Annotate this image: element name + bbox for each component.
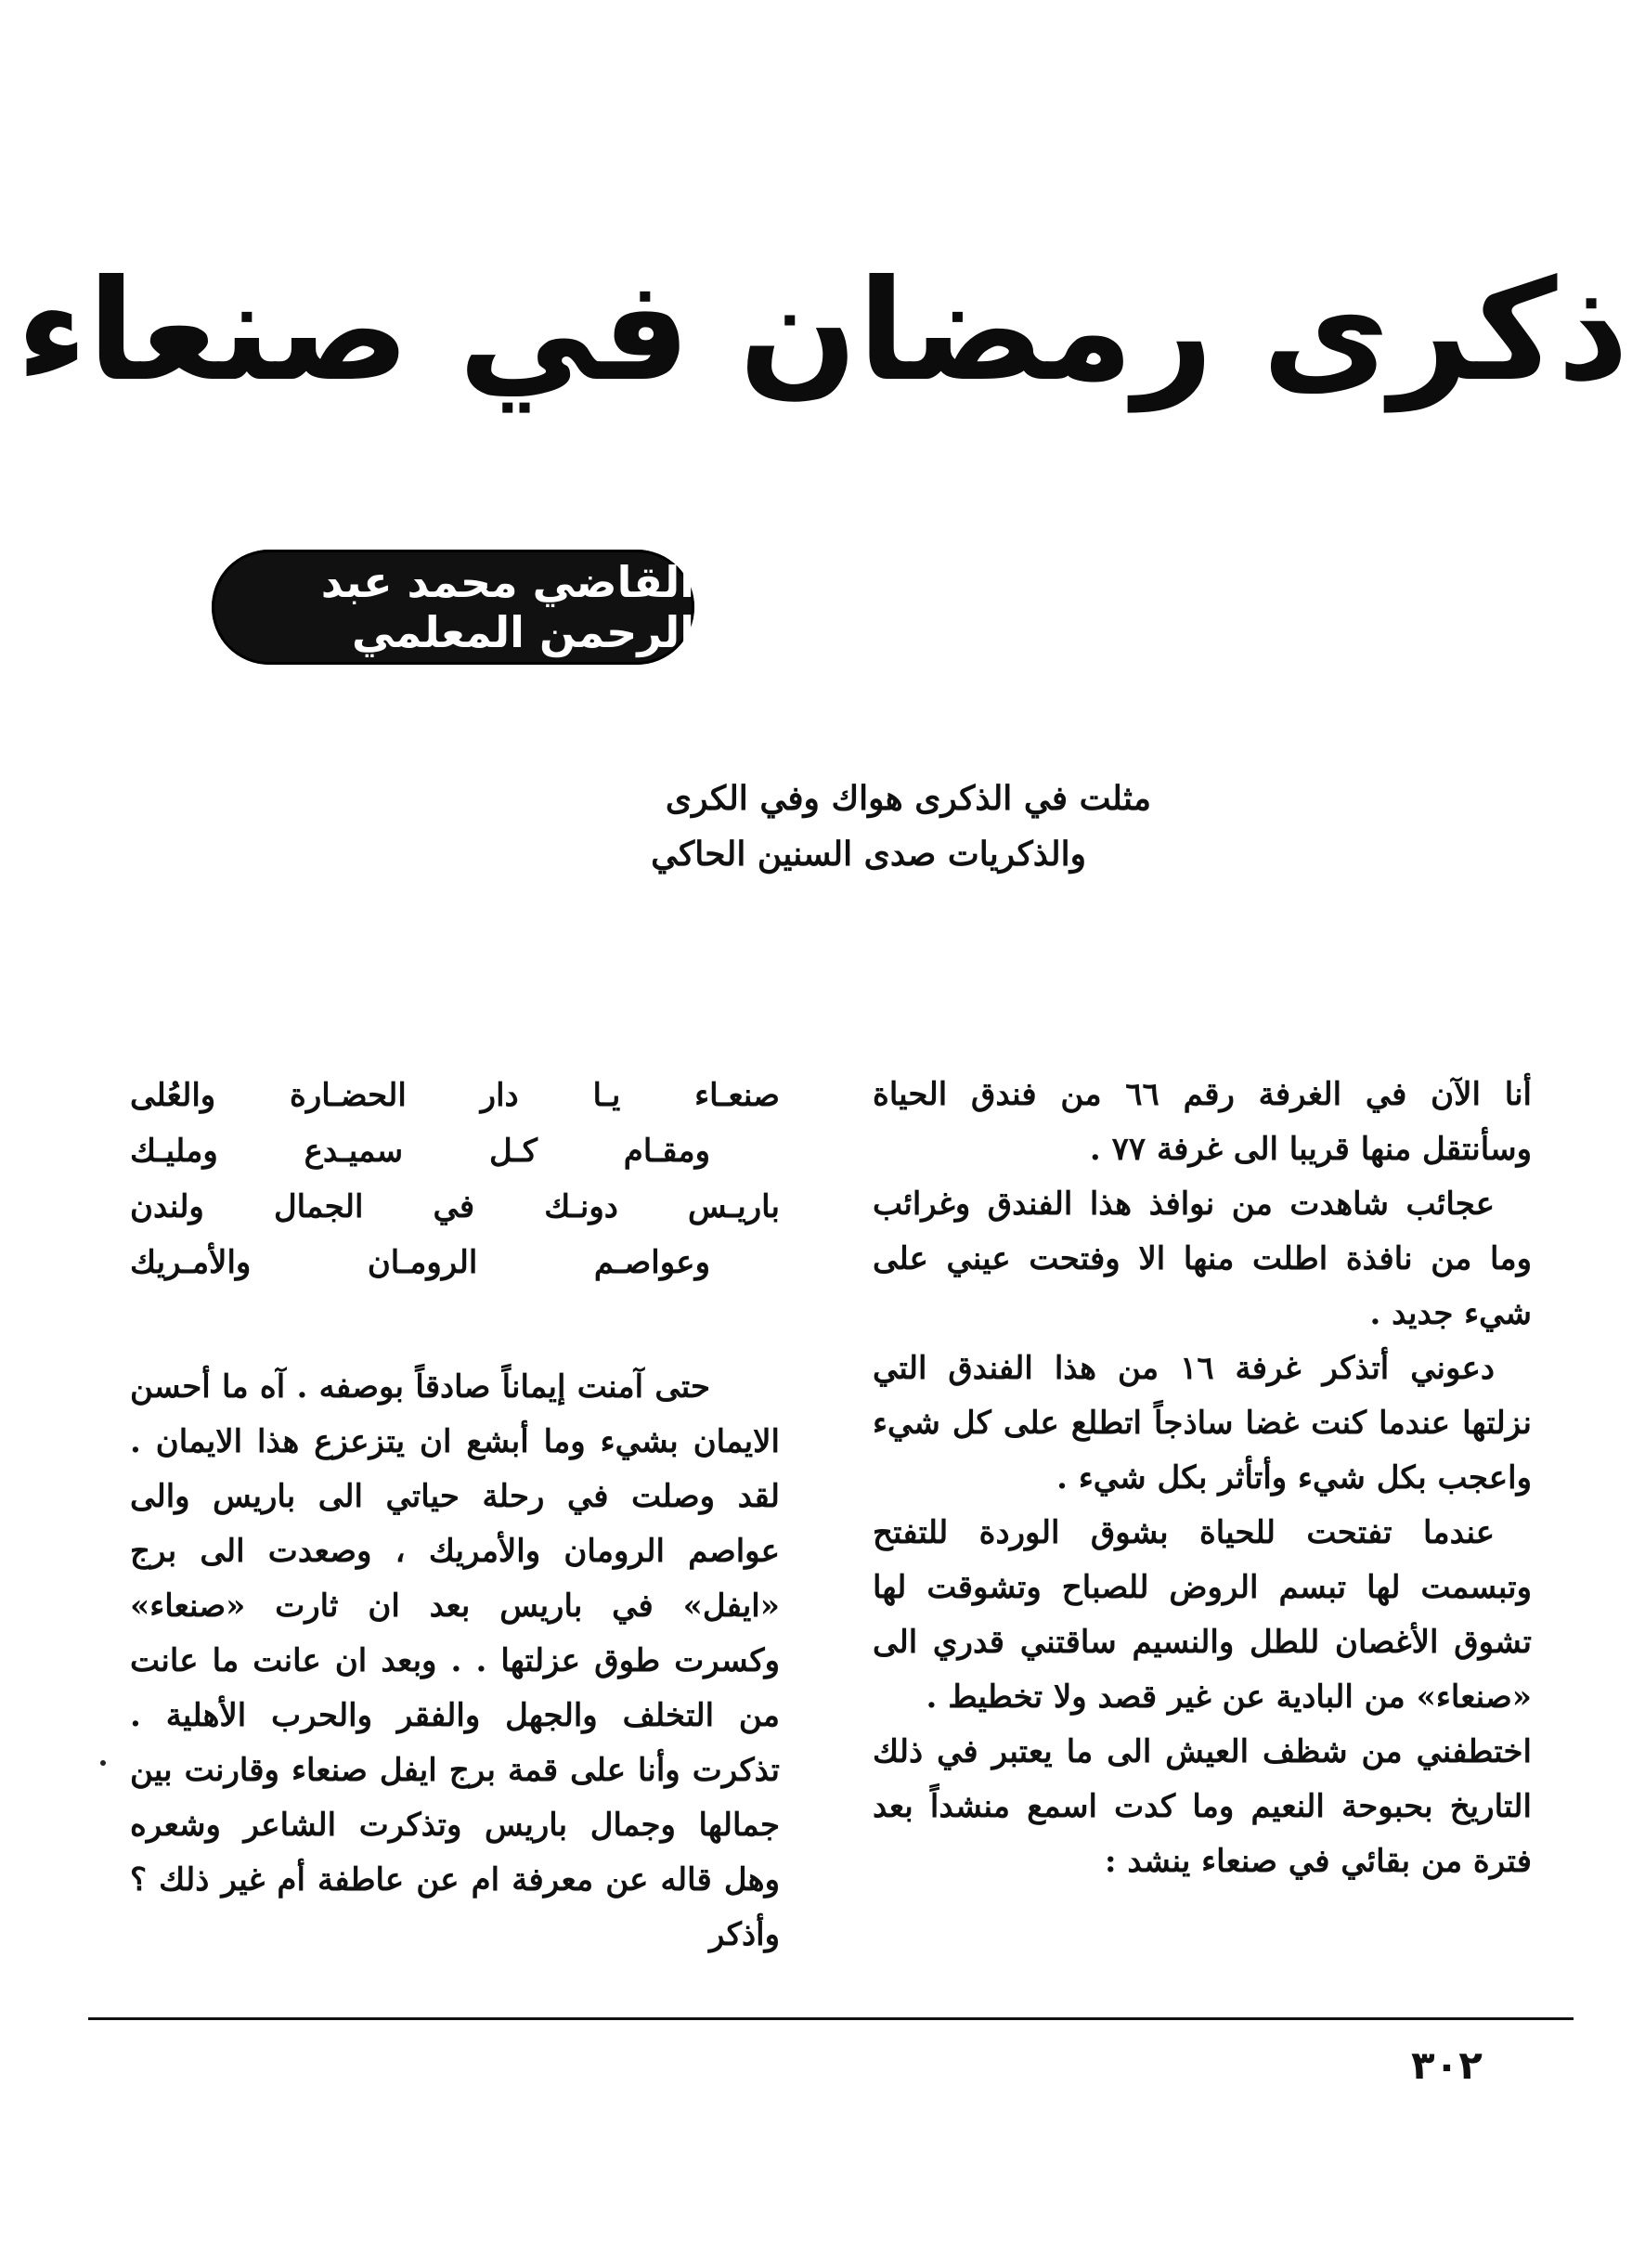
page-number: ٣٠٢ bbox=[1411, 2042, 1483, 2088]
paragraph: اختطفني من شظف العيش الى ما يعتبر في ذلك التاريخ بحبوحة النعيم وما كدت اسمع منشداً بعد فترة من بقائي في صنعاء ينشد : bbox=[873, 1733, 1532, 1880]
poem-verse: صنعـاء يـا دار الحضـارة والعُلى bbox=[130, 1077, 780, 1114]
right-column bbox=[873, 1068, 1532, 1889]
paragraph: عندما تفتحت للحياة بشوق الوردة للتفتح وتبسمت لها تبسم الروض للصباح وتشوقت لها تشوق الأغصان للطل والنسيم ساقتني قدري الى «صنعاء» من البادية عن غير قصد ولا تخطيط . bbox=[873, 1514, 1532, 1716]
author-banner bbox=[212, 550, 694, 665]
paragraph: دعوني أتذكر غرفة ١٦ من هذا الفندق التي نزلتها عندما كنت غضا ساذجاً اتطلع على كل شيء واعجب بكل شيء وأتأثر بكل شيء . bbox=[873, 1350, 1532, 1497]
epigraph-line: مثلت في الذكرى هواك وفي الكرى bbox=[665, 779, 1151, 818]
paragraph: عجائب شاهدت من نوافذ هذا الفندق وغرائب وما من نافذة اطلت منها الا وفتحت عيني على شيء جديد . bbox=[873, 1186, 1532, 1332]
poem-verse: وعواصـم الرومـان والأمـريك bbox=[130, 1244, 710, 1281]
epigraph bbox=[446, 771, 1151, 882]
poem-verse: باريـس دونـك في الجمال ولندن bbox=[130, 1188, 780, 1225]
left-column bbox=[130, 1360, 780, 1963]
paragraph: أنا الآن في الغرفة رقم ٦٦ من فندق الحياة وسأنتقل منها قريبا الى غرفة ٧٧ . bbox=[873, 1076, 1532, 1168]
poem-verse: ومقـام كـل سميـدع ومليـك bbox=[130, 1133, 710, 1170]
footer-rule bbox=[88, 2017, 1574, 2020]
article-title: ذكرى رمضان في صنعاء bbox=[16, 251, 1629, 412]
paragraph: حتى آمنت إيماناً صادقاً بوصفه . آه ما أحسن الايمان بشيء وما أبشع ان يتزعزع هذا الايمان . لقد وصلت في رحلة حياتي الى باريس والى عواصم الرومان والأمريك ، وصعدت الى برج «ايفل» في باريس بعد ان ثارت «صنعاء» وكسرت طوق عزلتها . . وبعد ان عانت ما عانت من التخلف والجهل والفقر والحرب الأهلية . تذكرت وأنا على قمة برج ايفل صنعاء وقارنت بين جمالها وجمال باريس وتذكرت الشاعر وشعره وهل قاله عن معرفة ام عن عاطفة أم غير ذلك ؟ وأذكر bbox=[130, 1368, 780, 1953]
author-name: القاضي محمد عبد الرحمن المعلمي bbox=[320, 557, 694, 657]
poem bbox=[130, 1068, 780, 1290]
epigraph-line: والذكريات صدى السنين الحاكي bbox=[651, 835, 1086, 874]
scan-speck bbox=[100, 1760, 106, 1766]
